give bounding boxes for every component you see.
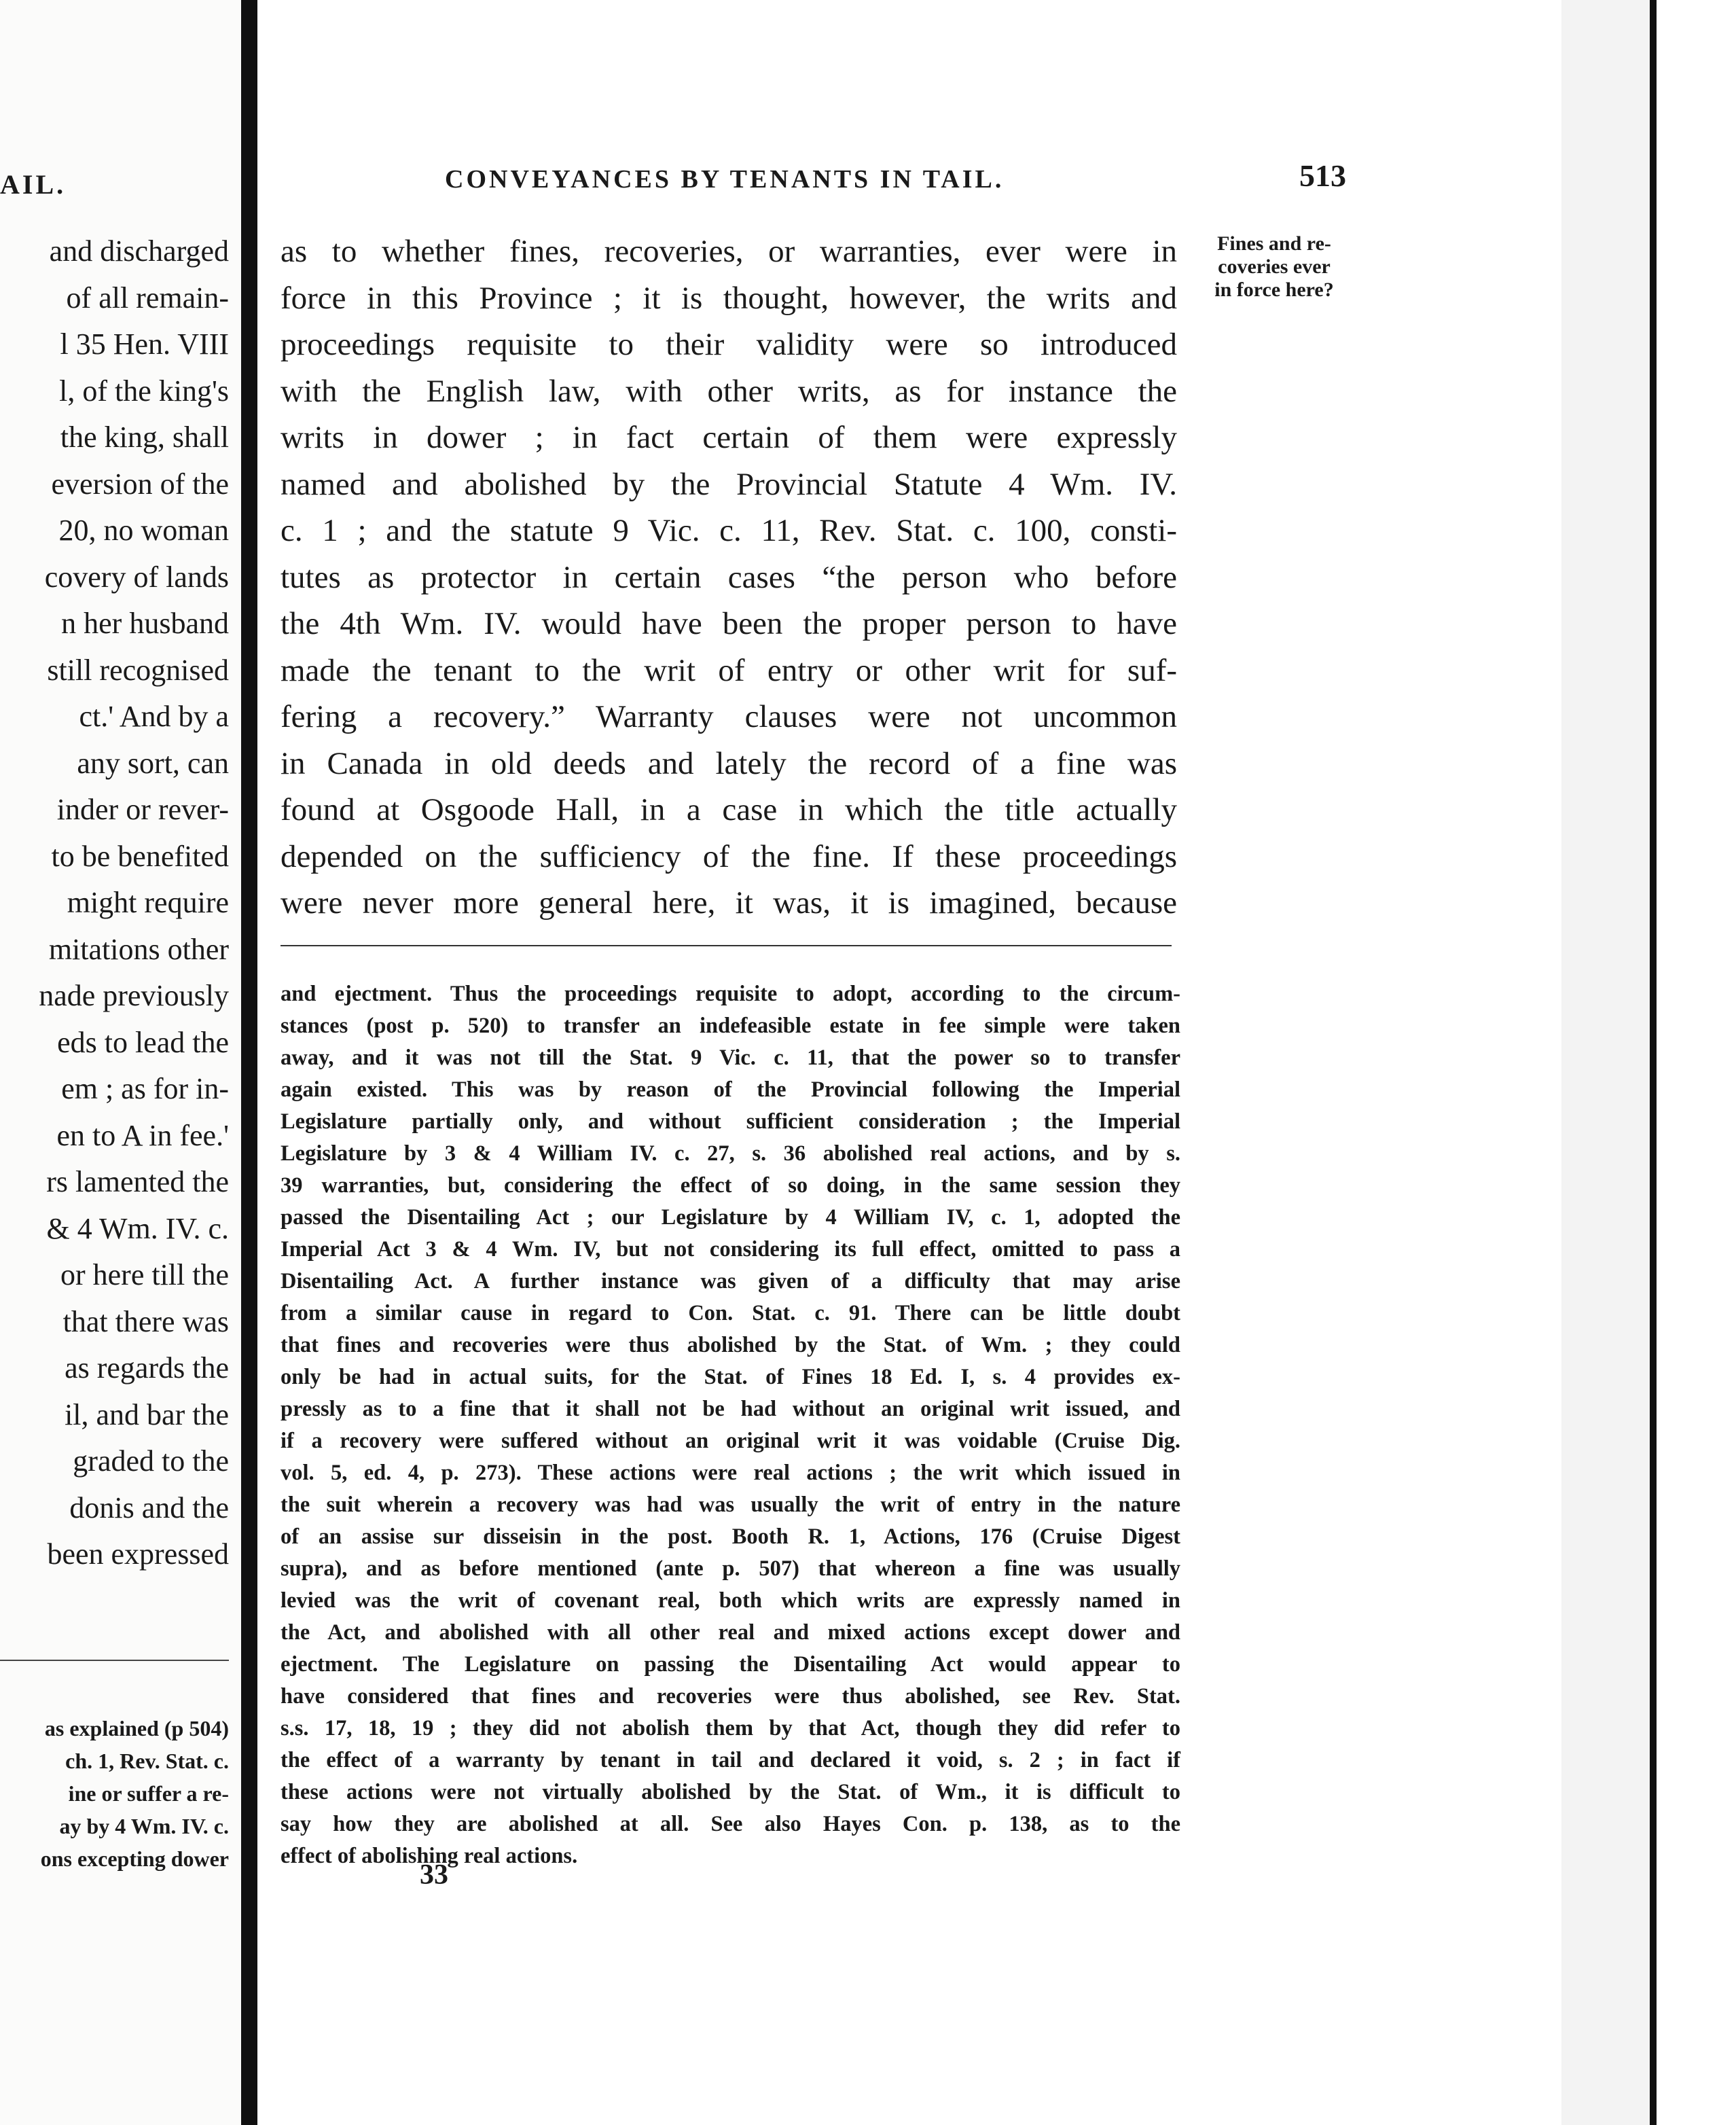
footnote-line: that fines and recoveries were thus abolished by the Stat. of Wm. ; they could [281, 1333, 1180, 1357]
previous-page-line: any sort, can [77, 746, 229, 780]
previous-page-line: 20, no woman [58, 514, 229, 547]
margin-note-line: Fines and re- [1217, 232, 1331, 255]
body-line: made the tenant to the writ of entry or other writ for suf- [281, 652, 1177, 688]
footnote-line: Legislature partially only, and without sufficient consideration ; the Imperial [281, 1109, 1180, 1134]
previous-page-fragment [0, 0, 241, 2125]
previous-page-line: em ; as for in- [61, 1072, 229, 1105]
book-gutter [241, 0, 257, 2125]
margin-note-line: in force here? [1214, 279, 1334, 301]
footnote-line: only be had in actual suits, for the Stat. of Fines 18 Ed. I, s. 4 provides ex- [281, 1365, 1180, 1389]
footnote-line: away, and it was not till the Stat. 9 Vic. c. 11, that the power so to transfer [281, 1046, 1180, 1070]
previous-page-line: & 4 Wm. IV. c. [46, 1211, 229, 1245]
previous-page-line: covery of lands [44, 560, 229, 594]
body-line: writs in dower ; in fact certain of them were expressly [281, 420, 1177, 455]
previous-page-line: n her husband [61, 607, 229, 640]
footnote-line: effect of abolishing real actions. [281, 1844, 578, 1868]
footnote-line: Imperial Act 3 & 4 Wm. IV, but not considering its full effect, omitted to pass a [281, 1237, 1180, 1262]
previous-page-line: eversion of the [51, 467, 229, 501]
previous-page-line: and discharged [49, 234, 229, 268]
body-line: depended on the sufficiency of the fine. If these proceedings [281, 838, 1177, 874]
margin-note [1182, 232, 1366, 302]
previous-page-line: to be benefited [51, 839, 229, 873]
body-line: with the English law, with other writs, as for instance the [281, 373, 1177, 409]
previous-page-line: donis and the [69, 1490, 229, 1524]
footnote-line: say how they are abolished at all. See also Hayes Con. p. 138, as to the [281, 1812, 1180, 1836]
body-line: fering a recovery.” Warranty clauses were not uncommon [281, 699, 1177, 734]
footnote-line: vol. 5, ed. 4, p. 273). These actions were real actions ; the writ which issued in [281, 1461, 1180, 1485]
main-body-text [281, 228, 1177, 927]
previous-page-footnote-line: as explained (p 504) [44, 1716, 229, 1740]
previous-page-line: or here till the [60, 1258, 229, 1291]
book-cover-edge [1650, 0, 1657, 2125]
previous-page-line: might require [67, 886, 229, 919]
body-line: as to whether fines, recoveries, or warranties, ever were in [281, 234, 1177, 269]
footnote-line: stances (post p. 520) to transfer an indefeasible estate in fee simple were taken [281, 1014, 1180, 1038]
previous-page-line: il, and bar the [65, 1397, 229, 1431]
previous-page-line: en to A in fee.' [56, 1118, 229, 1152]
running-head: CONVEYANCES BY TENANTS IN TAIL. [445, 165, 1005, 194]
footnote-line: these actions were not virtually abolished by the Stat. of Wm., it is difficult to [281, 1780, 1180, 1804]
footnote-line: and ejectment. Thus the proceedings requisite to adopt, according to the circum- [281, 982, 1180, 1006]
footnote [281, 978, 1180, 1872]
footnote-line: levied was the writ of covenant real, both which writs are expressly named in [281, 1588, 1180, 1613]
body-line: the 4th Wm. IV. would have been the proper person to have [281, 606, 1177, 641]
body-line: named and abolished by the Provincial Statute 4 Wm. IV. [281, 466, 1177, 502]
body-line: in Canada in old deeds and lately the record of a fine was [281, 745, 1177, 781]
footnote-line: if a recovery were suffered without an original writ it was voidable (Cruise Dig. [281, 1429, 1180, 1453]
previous-page-line: graded to the [73, 1444, 229, 1478]
footnote-line: the suit wherein a recovery was had was usually the writ of entry in the nature [281, 1493, 1180, 1517]
body-line: proceedings requisite to their validity were so introduced [281, 327, 1177, 362]
footnote-rule [281, 945, 1172, 946]
footnote-line: of an assise sur disseisin in the post. Booth R. 1, Actions, 176 (Cruise Digest [281, 1524, 1180, 1549]
footnote-line: s.s. 17, 18, 19 ; they did not abolish them by that Act, though they did refer to [281, 1716, 1180, 1740]
footnote-line: the effect of a warranty by tenant in tail and declared it void, s. 2 ; in fact if [281, 1748, 1180, 1772]
footnote-line: ejectment. The Legislature on passing the Disentailing Act would appear to [281, 1652, 1180, 1677]
previous-page-line: the king, shall [60, 421, 229, 454]
previous-page-line: nade previously [39, 979, 229, 1012]
previous-page-line: as regards the [65, 1351, 229, 1385]
previous-page-line: still recognised [47, 653, 229, 687]
footnote-line: have considered that fines and recoveries were thus abolished, see Rev. Stat. [281, 1684, 1180, 1709]
previous-page-line: rs lamented the [46, 1165, 229, 1198]
body-line: were never more general here, it was, it is imagined, because [281, 885, 1177, 921]
footnote-line: Legislature by 3 & 4 William IV. c. 27, s. 36 abolished real actions, and by s. [281, 1141, 1180, 1166]
body-line: tutes as protector in certain cases “the person who before [281, 559, 1177, 595]
footnote-line: pressly as to a fine that it shall not be had without an original writ issued, and [281, 1397, 1180, 1421]
previous-page-line: been expressed [47, 1537, 229, 1571]
previous-page-line: of all remain- [66, 281, 229, 315]
body-line: c. 1 ; and the statute 9 Vic. c. 11, Rev. Stat. c. 100, consti- [281, 513, 1177, 548]
previous-page-line: that there was [62, 1304, 229, 1338]
background [1657, 0, 1736, 2125]
previous-page-footnote-line: ay by 4 Wm. IV. c. [59, 1814, 229, 1838]
previous-page-footnote-line: ine or suffer a re- [68, 1781, 229, 1806]
page-edge [1561, 0, 1650, 2125]
margin-note-line: coveries ever [1218, 255, 1331, 278]
body-line: found at Osgoode Hall, in a case in which the title actually [281, 792, 1177, 827]
previous-page-footnote-line: ch. 1, Rev. Stat. c. [65, 1749, 229, 1773]
previous-page-footnote-rule [0, 1660, 229, 1661]
previous-page-line: inder or rever- [56, 793, 229, 826]
signature-mark: 33 [420, 1859, 448, 1891]
previous-page-line: mitations other [48, 932, 229, 966]
footnote-line: the Act, and abolished with all other real and mixed actions except dower and [281, 1620, 1180, 1645]
previous-page-running-head: AIL. [0, 169, 67, 200]
footnote-line: supra), and as before mentioned (ante p. 507) that whereon a fine was usually [281, 1556, 1180, 1581]
footnote-line: again existed. This was by reason of the Provincial following the Imperial [281, 1077, 1180, 1102]
body-line: force in this Province ; it is thought, however, the writs and [281, 280, 1177, 316]
previous-page-line: l 35 Hen. VIII [60, 327, 229, 361]
page-number: 513 [1299, 158, 1346, 193]
footnote-line: Disentailing Act. A further instance was given of a difficulty that may arise [281, 1269, 1180, 1293]
footnote-line: from a similar cause in regard to Con. Stat. c. 91. There can be little doubt [281, 1301, 1180, 1325]
previous-page-line: eds to lead the [57, 1025, 229, 1059]
footnote-line: 39 warranties, but, considering the effect of so doing, in the same session they [281, 1173, 1180, 1198]
previous-page-line: l, of the king's [59, 374, 229, 408]
previous-page-line: ct.' And by a [79, 700, 229, 733]
footnote-line: passed the Disentailing Act ; our Legislature by 4 William IV, c. 1, adopted the [281, 1205, 1180, 1230]
previous-page-footnote-line: ons excepting dower [40, 1846, 229, 1871]
